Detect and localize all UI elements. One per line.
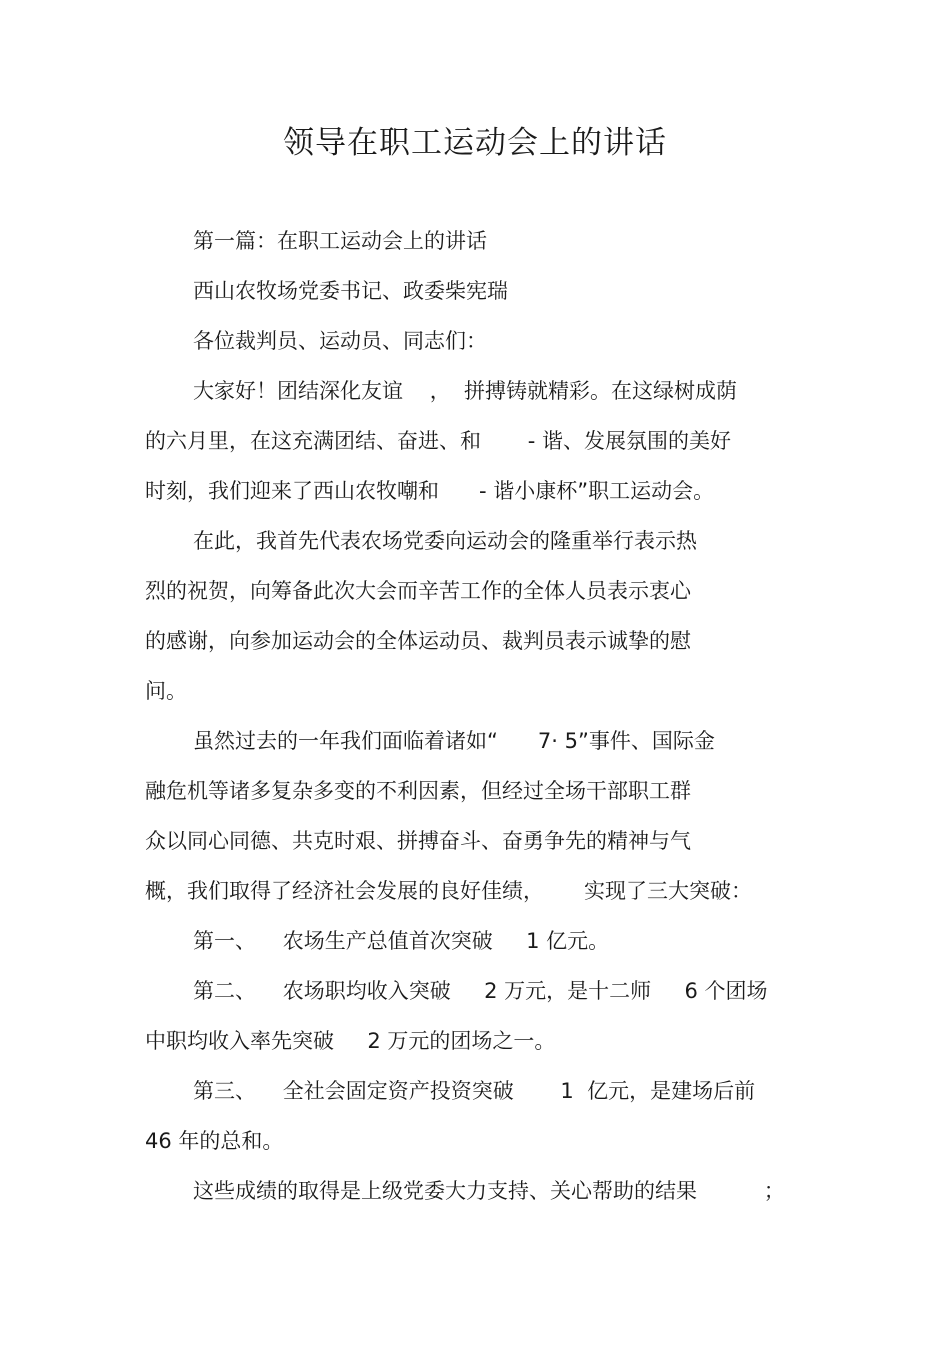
text-line: 第三、 全社会固定资产投资突破 1 亿元，是建场后前 [193,1079,756,1103]
text-line: 烈的祝贺，向筹备此次大会而辛苦工作的全体人员表示衷心 [145,579,691,603]
text-line: 这些成绩的取得是上级党委大力支持、关心帮助的结果 ； [193,1179,785,1203]
text-line: 众以同心同德、共克时艰、拼搏奋斗、奋勇争先的精神与气 [145,829,691,853]
document-title: 领导在职工运动会上的讲话 [283,125,667,161]
text-line: 在此，我首先代表农场党委向运动会的隆重举行表示热 [193,529,697,553]
text-line: 问。 [145,679,187,703]
text-line: 时刻，我们迎来了西山农牧嘲和 - 谐小康杯”职工运动会。 [145,479,715,503]
text-line: 概，我们取得了经济社会发展的良好佳绩， 实现了三大突破： [145,879,753,903]
text-line: 各位裁判员、运动员、同志们： [193,329,487,353]
text-line: 第一篇：在职工运动会上的讲话 [193,229,487,253]
text-line: 的感谢，向参加运动会的全体运动员、裁判员表示诚挚的慰 [145,629,691,653]
text-line: 46 年的总和。 [145,1129,284,1153]
text-line: 大家好！团结深化友谊 ， 拼搏铸就精彩。在这绿树成荫 [193,379,738,403]
text-line: 第二、 农场职均收入突破 2 万元，是十二师 6 个团场 [193,979,768,1003]
text-line: 融危机等诸多复杂多变的不利因素，但经过全场干部职工群 [145,779,691,803]
text-line: 中职均收入率先突破 2 万元的团场之一。 [145,1029,556,1053]
text-line: 的六月里，在这充满团结、奋进、和 - 谐、发展氛围的美好 [145,429,731,453]
text-line: 虽然过去的一年我们面临着诸如“ 7· 5”事件、国际金 [193,729,715,753]
text-line: 西山农牧场党委书记、政委柴宪瑞 [193,279,508,303]
text-line: 第一、 农场生产总值首次突破 1 亿元。 [193,929,610,953]
